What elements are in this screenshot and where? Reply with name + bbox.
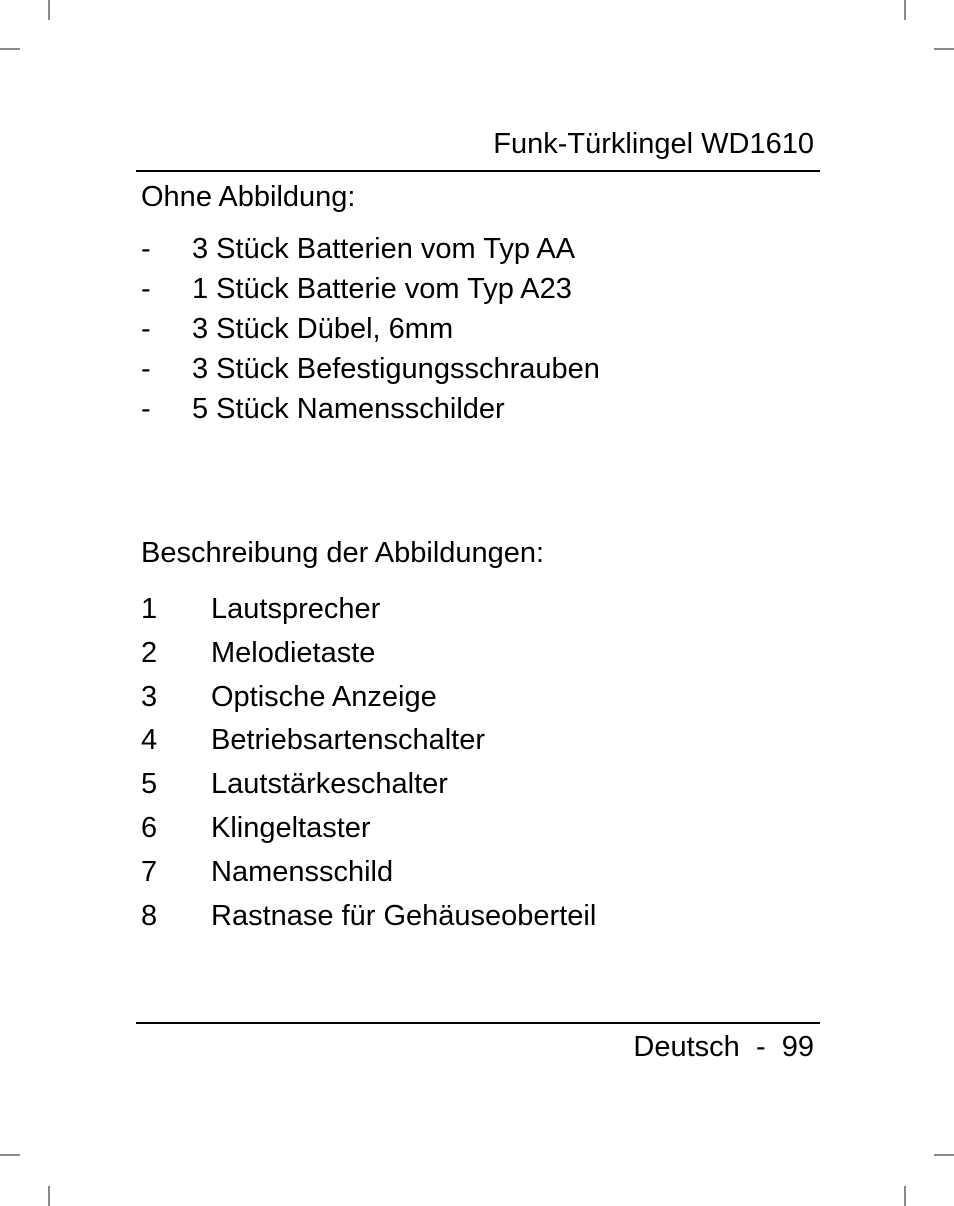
item-number: 5	[141, 768, 158, 801]
header-rule	[136, 170, 820, 172]
list-item-text: 1 Stück Batterie vom Typ A23	[192, 273, 572, 305]
item-label: Namensschild	[211, 855, 394, 888]
crop-mark-top-right-h	[934, 48, 954, 50]
list-item	[141, 676, 596, 720]
item-number: 6	[141, 811, 158, 844]
list-item	[141, 588, 596, 632]
item-number: 1	[141, 593, 158, 625]
list-item	[141, 269, 600, 309]
crop-mark-top-right	[904, 0, 906, 20]
list-item-text: 3 Stück Befestigungsschrauben	[192, 353, 600, 385]
item-number: 8	[141, 899, 158, 932]
accessories-heading: Ohne Abbildung:	[141, 181, 356, 213]
accessories-list	[141, 229, 600, 429]
figures-list	[141, 588, 596, 938]
footer-rule	[136, 1022, 820, 1024]
bullet-dash: -	[141, 233, 151, 265]
bullet-dash: -	[141, 273, 151, 305]
list-item	[141, 719, 596, 763]
crop-mark-top-left-h	[0, 48, 20, 50]
bullet-dash: -	[141, 313, 151, 345]
list-item-text: 5 Stück Namensschilder	[192, 393, 505, 425]
crop-mark-bottom-right-h	[934, 1154, 954, 1156]
list-item-text: 3 Stück Dübel, 6mm	[192, 313, 454, 345]
list-item	[141, 851, 596, 895]
item-label: Lautstärkeschalter	[211, 768, 448, 801]
list-item	[141, 389, 600, 429]
list-item	[141, 895, 596, 939]
item-number: 2	[141, 636, 158, 669]
page-number: 99	[781, 1031, 814, 1063]
list-item-text: 3 Stück Batterien vom Typ AA	[192, 233, 576, 265]
crop-mark-bottom-right	[904, 1186, 906, 1206]
item-label: Melodietaste	[211, 636, 376, 669]
list-item	[141, 807, 596, 851]
item-number: 7	[141, 855, 158, 888]
item-label: Optische Anzeige	[211, 680, 437, 713]
list-item	[141, 632, 596, 676]
list-item	[141, 349, 600, 389]
item-label: Klingeltaster	[211, 811, 371, 844]
footer-separator: -	[755, 1031, 766, 1063]
list-item	[141, 229, 600, 269]
crop-mark-bottom-left-h	[0, 1154, 20, 1156]
list-item	[141, 763, 596, 807]
bullet-dash: -	[141, 393, 151, 425]
header-title: Funk-Türklingel WD1610	[493, 128, 814, 160]
crop-mark-top-left	[48, 0, 50, 20]
item-label: Lautsprecher	[211, 593, 381, 625]
item-number: 4	[141, 724, 158, 757]
item-number: 3	[141, 680, 158, 713]
item-label: Betriebsartenschalter	[211, 724, 486, 757]
item-label: Rastnase für Gehäuseoberteil	[211, 899, 597, 932]
figures-heading: Beschreibung der Abbildungen:	[141, 537, 545, 569]
crop-mark-bottom-left	[48, 1186, 50, 1206]
bullet-dash: -	[141, 353, 151, 385]
footer-language: Deutsch	[633, 1031, 740, 1063]
page-footer	[633, 1027, 814, 1067]
list-item	[141, 309, 600, 349]
